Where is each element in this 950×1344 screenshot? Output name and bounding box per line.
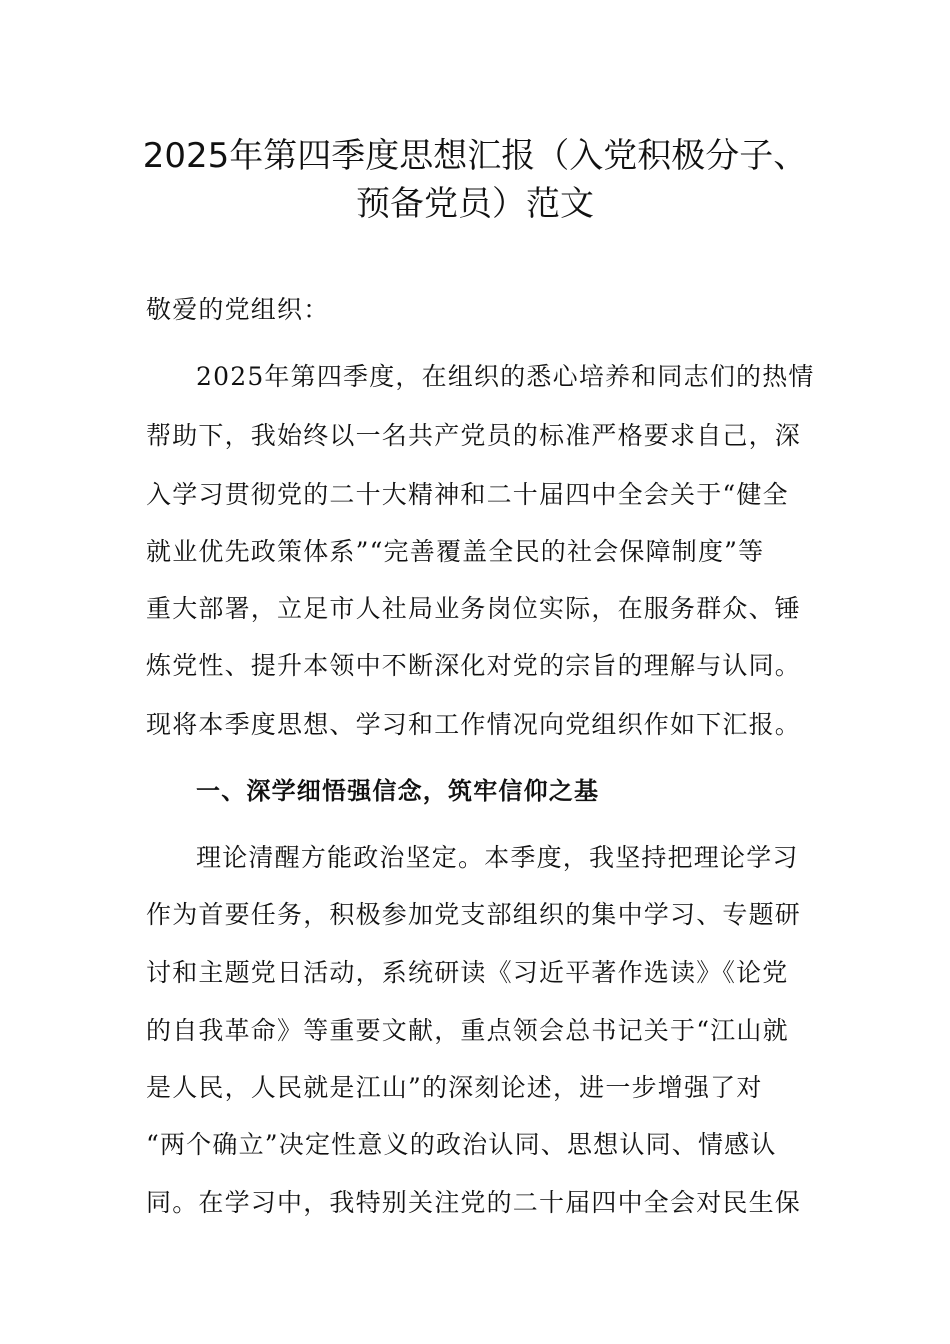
body-line: 入学习贯彻党的二十大精神和二十届四中全会关于“健全 <box>146 480 789 509</box>
body-line: 同。在学习中，我特别关注党的二十届四中全会对民生保 <box>146 1188 802 1217</box>
body-line: 就业优先政策体系”“完善覆盖全民的社会保障制度”等 <box>146 537 765 566</box>
body-line: 2025年第四季度，在组织的悉心培养和同志们的热情 <box>196 362 815 391</box>
body-line: 炼党性、提升本领中不断深化对党的宗旨的理解与认同。 <box>146 651 802 680</box>
body-line: 是人民，人民就是江山”的深刻论述，进一步增强了对 <box>146 1073 763 1102</box>
body-line: 重大部署，立足市人社局业务岗位实际，在服务群众、锤 <box>146 594 802 623</box>
body-line: 作为首要任务，积极参加党支部组织的集中学习、专题研 <box>146 900 802 929</box>
body-line: 现将本季度思想、学习和工作情况向党组织作如下汇报。 <box>146 710 802 739</box>
section-heading: 一、深学细悟强信念，筑牢信仰之基 <box>196 777 600 805</box>
body-line: 帮助下，我始终以一名共产党员的标准严格要求自己，深 <box>146 421 802 450</box>
body-line: 讨和主题党日活动，系统研读《习近平著作选读》《论党 <box>146 958 789 987</box>
salutation: 敬爱的党组织： <box>146 295 330 324</box>
body-line: 的自我革命》等重要文献，重点领会总书记关于“江山就 <box>146 1016 789 1045</box>
body-line: 理论清醒方能政治坚定。本季度，我坚持把理论学习 <box>196 843 799 872</box>
body-line: “两个确立”决定性意义的政治认同、思想认同、情感认 <box>146 1130 777 1159</box>
document-title-line-2: 预备党员）范文 <box>356 184 594 224</box>
document-title-line-1: 2025年第四季度思想汇报（入党积极分子、 <box>142 136 808 176</box>
